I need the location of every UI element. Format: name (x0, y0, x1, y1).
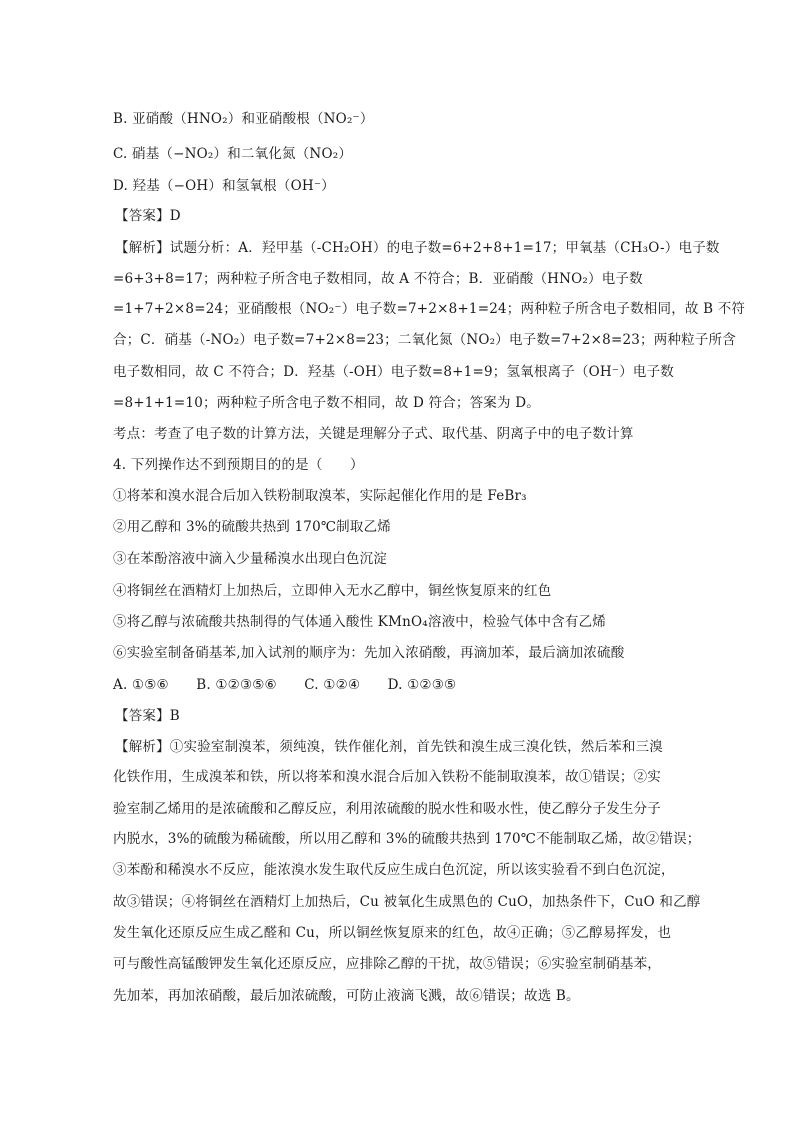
answer-label: 【答案】D (115, 208, 181, 224)
question-item: ⑤将乙醇与浓硫酸共热制得的气体通入酸性 KMnO₄溶液中，检验气体中含有乙烯 (113, 614, 606, 630)
analysis-line: 电子数相同，故 C 不符合；D．羟基（-OH）电子数=8+1=9；氢氧根离子（OH⁻）电子数 (113, 364, 675, 380)
option-c: C. 硝基（−NO₂）和二氧化氮（NO₂） (113, 146, 353, 162)
analysis-line: 【解析】试题分析：A．羟甲基（-CH₂OH）的电子数=6+2+8+1=17；甲氧基（CH₃O-）电子数 (115, 240, 720, 256)
analysis-line: =6+3+8=17；两种粒子所含电子数相同，故 A 不符合；B．亚硝酸（HNO₂）电子数 (113, 271, 643, 287)
analysis-line: 故③错误；④将铜丝在酒精灯上加热后，Cu 被氧化生成黑色的 CuO，加热条件下，CuO 和乙醇 (113, 894, 701, 910)
question-item: ①将苯和溴水混合后加入铁粉制取溴苯，实际起催化作用的是 FeBr₃ (113, 488, 527, 504)
question-choices: A. ①⑤⑥ B. ①②③⑤⑥ C. ①②④ D. ①②③⑤ (113, 677, 457, 693)
analysis-line: 化铁作用，生成溴苯和铁，所以将苯和溴水混合后加入铁粉不能制取溴苯，故①错误；②实 (113, 769, 661, 785)
analysis-line: 【解析】①实验室制溴苯，须纯溴，铁作催化剂，首先铁和溴生成三溴化铁，然后苯和三溴 (115, 739, 663, 755)
kaodian-note: 考点：考查了电子数的计算方法，关键是理解分子式、取代基、阴离子中的电子数计算 (113, 426, 634, 442)
question-item: ④将铜丝在酒精灯上加热后，立即伸入无水乙醇中，铜丝恢复原来的红色 (113, 583, 552, 599)
analysis-line: 发生氧化还原反应生成乙醛和 Cu，所以铜丝恢复原来的红色，故④正确；⑤乙醇易挥发，也 (113, 925, 672, 941)
question-item: ③在苯酚溶液中滴入少量稀溴水出现白色沉淀 (113, 551, 387, 567)
option-d: D. 羟基（−OH）和氢氧根（OH⁻） (113, 178, 335, 194)
option-b: B. 亚硝酸（HNO₂）和亚硝酸根（NO₂⁻） (113, 111, 374, 127)
question-item: ⑥实验室制备硝基苯,加入试剂的顺序为：先加入浓硝酸，再滴加苯，最后滴加浓硫酸 (113, 645, 625, 661)
analysis-line: =8+1+1=10；两种粒子所含电子数不相同，故 D 符合；答案为 D。 (113, 395, 540, 411)
analysis-line: ③苯酚和稀溴水不反应，能浓溴水发生取代反应生成白色沉淀，所以该实验看不到白色沉淀， (113, 862, 675, 878)
analysis-line: =1+7+2×8=24；亚硝酸根（NO₂⁻）电子数=7+2×8+1=24；两种粒子所含电子数相同，故 B 不符 (113, 301, 746, 317)
answer-label: 【答案】B (115, 708, 180, 724)
question-stem: 4. 下列操作达不到预期目的的是（ ） (113, 457, 364, 473)
question-item: ②用乙醇和 3%的硫酸共热到 170℃制取乙烯 (113, 519, 391, 535)
analysis-line: 合；C．硝基（-NO₂）电子数=7+2×8=23；二氧化氮（NO₂）电子数=7+2×8=23；两种粒子所含 (113, 332, 736, 348)
analysis-line: 验室制乙烯用的是浓硫酸和乙醇反应，利用浓硫酸的脱水性和吸水性，使乙醇分子发生分子 (113, 801, 661, 817)
analysis-line: 先加苯，再加浓硝酸，最后加浓硫酸，可防止液滴飞溅，故⑥错误；故选 B。 (113, 988, 580, 1004)
analysis-line: 内脱水，3%的硫酸为稀硫酸，所以用乙醇和 3%的硫酸共热到 170℃不能制取乙烯，故②错误； (113, 831, 701, 847)
analysis-line: 可与酸性高锰酸钾发生氧化还原反应，应排除乙醇的干扰，故⑤错误；⑥实验室制硝基苯， (113, 956, 661, 972)
